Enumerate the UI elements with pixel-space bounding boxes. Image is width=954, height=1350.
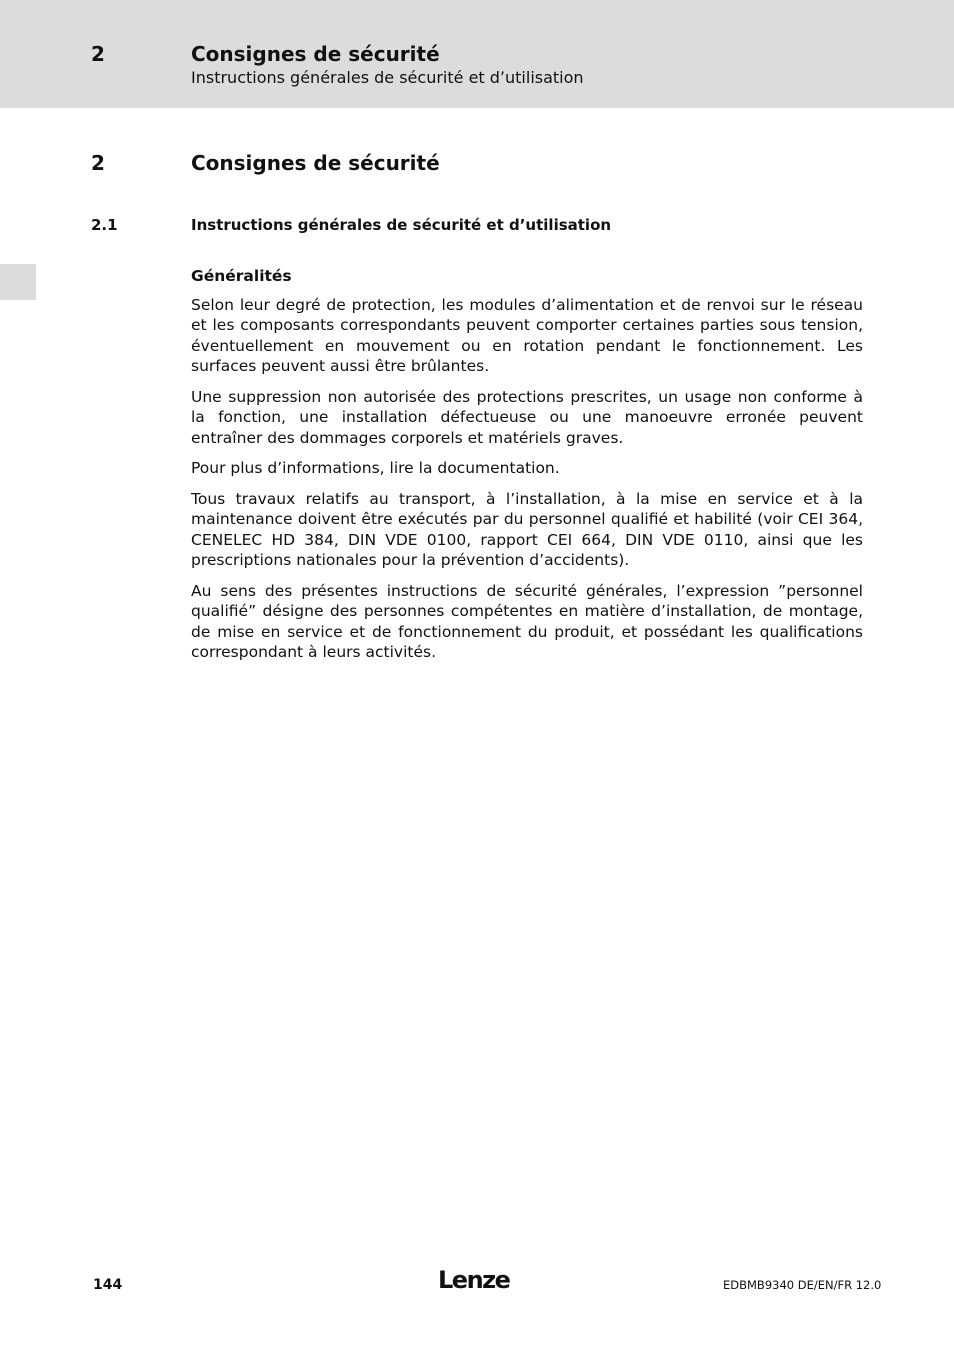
document-id: EDBMB9340 DE/EN/FR 12.0	[723, 1278, 882, 1292]
content-heading: Généralités	[191, 267, 292, 285]
header-chapter-number: 2	[91, 42, 105, 66]
paragraph: Pour plus d’informations, lire la documentation.	[191, 459, 560, 477]
paragraph: Tous travaux relatifs au transport, à l’installation, à la mise en service et à la maintenance doivent être exécutés par du personnel qualifié et habilité (voir CEI 364, CENELEC HD 384, DIN VDE 0100, rapport CEI 664, DIN VDE 0110, ainsi que les prescriptions nationales pour la prévention d’accidents).	[191, 489, 863, 569]
page-number: 144	[93, 1277, 123, 1293]
paragraph: Une suppression non autorisée des protections prescrites, un usage non conforme à la fonction, une installation défectueuse ou une manoeuvre erronée peuvent entraîner des dommages corporels et matériels graves.	[191, 387, 863, 447]
subsection-title: Instructions générales de sécurité et d’utilisation	[191, 216, 612, 234]
subsection-number: 2.1	[91, 216, 118, 234]
lenze-logo: Lenze	[438, 1266, 510, 1294]
paragraph: Au sens des présentes instructions de sécurité générales, l’expression ”personnel qualifié” désigne des personnes compétentes en matière d’installation, de montage, de mise en service et de fonctionnement du produit, et possédant les qualifications correspondant à leurs activités.	[191, 581, 863, 661]
paragraph: Selon leur degré de protection, les modules d’alimentation et de renvoi sur le réseau et les composants correspondants peuvent comporter certaines parties sous tension, éventuellement en mouvement ou en rotation pendant le fonctionnement. Les surfaces peuvent aussi être brûlantes.	[191, 295, 863, 375]
body-content	[191, 266, 863, 673]
header-subtitle: Instructions générales de sécurité et d’utilisation	[191, 68, 584, 87]
section-number: 2	[91, 151, 105, 175]
header-chapter-title: Consignes de sécurité	[191, 42, 440, 66]
chapter-side-tab	[0, 264, 36, 300]
header-band	[0, 0, 954, 108]
section-title: Consignes de sécurité	[191, 151, 440, 175]
